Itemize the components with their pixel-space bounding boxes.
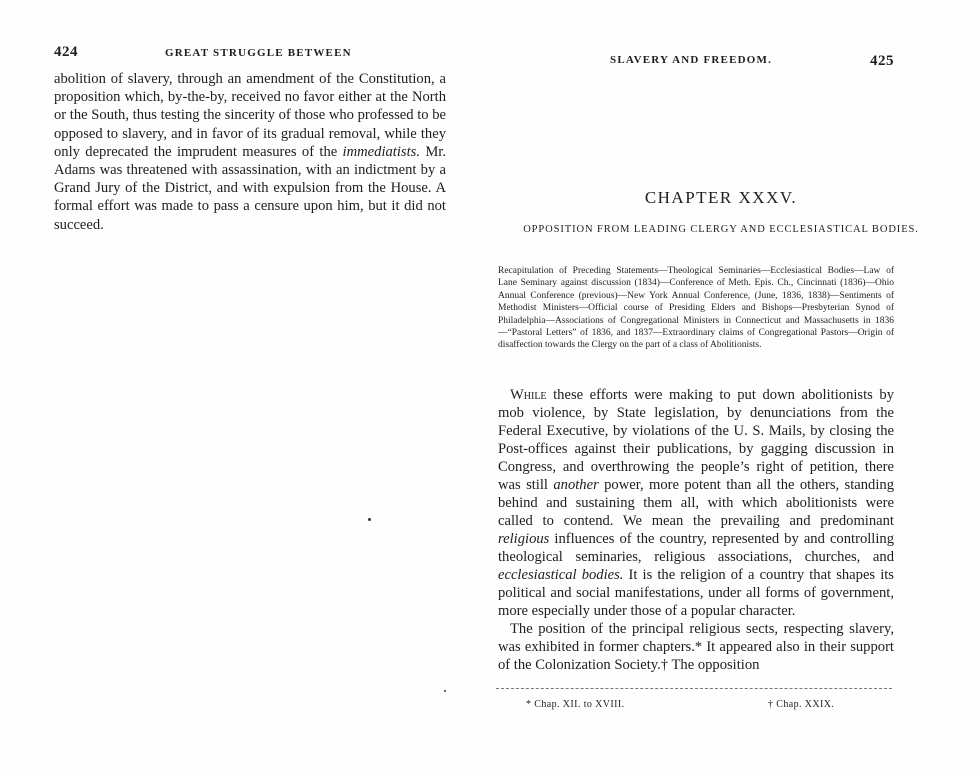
left-text-emphasis: immediatists.: [342, 143, 420, 160]
left-page: [0, 0, 470, 776]
chapter-subtitle: OPPOSITION FROM LEADING CLERGY AND ECCLESIASTICAL BODIES.: [523, 224, 919, 235]
left-body-text: [54, 70, 446, 234]
right-page-number: 425: [870, 53, 894, 69]
p1-text-3: influences of the country, represented by and controlling theological seminaries, religious associations, churches, and: [498, 531, 894, 565]
left-paragraph: [54, 70, 446, 234]
right-paragraph-1: [498, 386, 894, 620]
paper-speck: [444, 690, 446, 692]
p1-emphasis-2: religious: [498, 531, 550, 547]
right-page: [470, 0, 980, 776]
lead-word: While: [510, 387, 547, 403]
right-running-head: SLAVERY AND FREEDOM.: [610, 54, 773, 66]
chapter-title: CHAPTER XXXV.: [644, 188, 798, 207]
left-text-part2: Mr. Adams was threatened with assassination, with an indictment by a Grand Jury of the District, and with expulsion from the House. A formal effort was made to pass a censure upon him, but it did not succeed.: [54, 143, 446, 233]
footnote-1: * Chap. XII. to XVIII.: [526, 699, 625, 710]
p1-emphasis-1: another: [553, 477, 599, 493]
right-body-text: [498, 386, 894, 674]
left-running-head: GREAT STRUGGLE BETWEEN: [165, 47, 352, 59]
left-text-part1: abolition of slavery, through an amendment of the Constitution, a proposition which, by-the-by, received no favor either at the North or the South, thus testing the sincerity of those who professed to be opposed to slavery, and in favor of its gradual removal, while they only deprecated the imprudent measures of the: [54, 71, 446, 160]
left-page-number: 424: [54, 44, 78, 60]
footnote-2: † Chap. XXIX.: [768, 699, 835, 710]
paper-speck: [368, 518, 371, 521]
footnote-rule: [496, 688, 892, 689]
p1-text-1: these efforts were making to put down abolitionists by mob violence, by State legislation, by denunciations from the Federal Executive, by violations of the U. S. Mails, by closing the Post-offices against their publications, by gagging discussion in Congress, and overthrowing the people’s right of petition, there was still: [498, 387, 894, 493]
right-paragraph-2: The position of the principal religious sects, respecting slavery, was exhibited in former chapters.* It appeared also in their support of the Colonization Society.† The opposition: [498, 621, 894, 673]
p1-text-4: It is the religion of a country that shapes its political and social manifestations, under all forms of government, more especially under those of a popular character.: [498, 567, 894, 619]
chapter-recapitulation: Recapitulation of Preceding Statements—Theological Seminaries—Ecclesiastical Bodies—Law of Lane Seminary against discussion (1834)—Conference of Meth. Epis. Ch., Cincinnati (1836)—Ohio Annual Conference (previous)—New York Annual Conference, (June, 1836, 1838)—Sentiments of Methodist Ministers—Official course of Presiding Elders and Bishops—Presbyterian Synod of Philadelphia—Associations of Congregational Ministers in Connecticut and Massachusetts in 1836—“Pastoral Letters” of 1836, and 1837—Extraordinary claims of Congregational Pastors—Origin of disaffection towards the Clergy on the part of a class of Abolitionists.: [498, 266, 894, 351]
p1-text-2: power, more potent than all the others, standing behind and sustaining them all, with which abolitionists were called to contend. We mean the prevailing and predominant: [498, 477, 895, 529]
p1-emphasis-3: ecclesiastical bodies.: [498, 567, 624, 583]
